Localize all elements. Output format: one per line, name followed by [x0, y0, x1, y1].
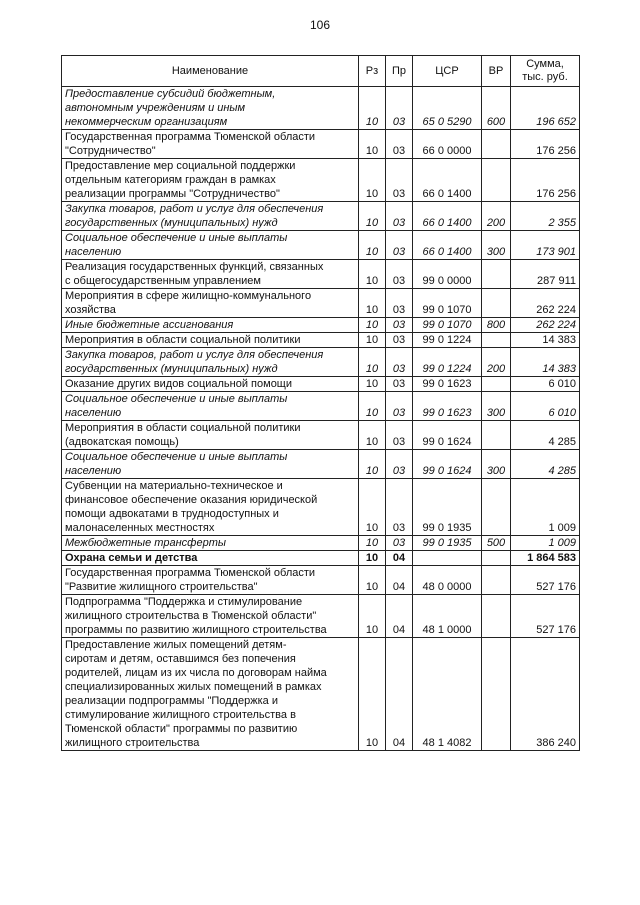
cell-pr: 03	[386, 130, 413, 159]
cell-sum: 14 383	[511, 348, 580, 377]
cell-name: Закупка товаров, работ и услуг для обеспечения государственных (муниципальных) нужд	[62, 348, 359, 377]
cell-rz: 10	[359, 566, 386, 595]
cell-csr: 99 0 1070	[413, 318, 482, 333]
cell-sum: 1 864 583	[511, 551, 580, 566]
table-row	[62, 595, 580, 638]
cell-pr: 03	[386, 87, 413, 130]
cell-pr: 03	[386, 333, 413, 348]
table-row	[62, 551, 580, 566]
cell-pr: 03	[386, 159, 413, 202]
table-row	[62, 348, 580, 377]
cell-csr: 99 0 1935	[413, 479, 482, 536]
cell-vr: 800	[482, 318, 511, 333]
table-row	[62, 377, 580, 392]
cell-name: Подпрограмма "Поддержка и стимулирование жилищного строительства в Тюменской области" программы по развитию жилищного строительства	[62, 595, 359, 638]
cell-csr: 48 0 0000	[413, 566, 482, 595]
cell-rz: 10	[359, 333, 386, 348]
cell-vr	[482, 421, 511, 450]
cell-pr: 04	[386, 551, 413, 566]
header-pr: Пр	[386, 56, 413, 87]
cell-pr: 03	[386, 318, 413, 333]
table-row	[62, 318, 580, 333]
cell-name: Предоставление субсидий бюджетным, автономным учреждениям и иным некоммерческим организациям	[62, 87, 359, 130]
cell-sum: 527 176	[511, 595, 580, 638]
cell-vr	[482, 130, 511, 159]
cell-name: Социальное обеспечение и иные выплаты населению	[62, 231, 359, 260]
cell-name: Социальное обеспечение и иные выплаты населению	[62, 392, 359, 421]
cell-rz: 10	[359, 231, 386, 260]
table-row	[62, 638, 580, 751]
cell-csr: 66 0 1400	[413, 159, 482, 202]
cell-vr	[482, 333, 511, 348]
cell-rz: 10	[359, 130, 386, 159]
header-rz: Рз	[359, 56, 386, 87]
cell-sum: 176 256	[511, 159, 580, 202]
table-row	[62, 333, 580, 348]
table-row	[62, 536, 580, 551]
cell-rz: 10	[359, 392, 386, 421]
cell-csr: 66 0 0000	[413, 130, 482, 159]
cell-csr: 48 1 0000	[413, 595, 482, 638]
table-row	[62, 450, 580, 479]
header-name: Наименование	[62, 56, 359, 87]
cell-sum: 1 009	[511, 479, 580, 536]
cell-csr: 65 0 5290	[413, 87, 482, 130]
cell-name: Закупка товаров, работ и услуг для обеспечения государственных (муниципальных) нужд	[62, 202, 359, 231]
cell-rz: 10	[359, 551, 386, 566]
cell-pr: 04	[386, 638, 413, 751]
cell-sum: 173 901	[511, 231, 580, 260]
cell-csr: 99 0 1224	[413, 348, 482, 377]
cell-csr	[413, 551, 482, 566]
cell-sum: 262 224	[511, 318, 580, 333]
cell-rz: 10	[359, 595, 386, 638]
cell-csr: 99 0 1623	[413, 377, 482, 392]
cell-name: Мероприятия в области социальной политики (адвокатская помощь)	[62, 421, 359, 450]
page-number: 106	[309, 18, 331, 32]
cell-sum: 1 009	[511, 536, 580, 551]
cell-rz: 10	[359, 289, 386, 318]
cell-name: Предоставление жилых помещений детям- сиротам и детям, оставшимся без попечения родителей, лицам из их числа по договорам найма специализированных жилых помещений в рамках реализации подпрограммы "Поддержка и стимулирование жилищного строительства в Тюменской области" программы по развитию жилищного строительства	[62, 638, 359, 751]
cell-sum: 6 010	[511, 377, 580, 392]
cell-csr: 99 0 1624	[413, 450, 482, 479]
cell-pr: 03	[386, 231, 413, 260]
cell-csr: 99 0 1935	[413, 536, 482, 551]
cell-csr: 99 0 0000	[413, 260, 482, 289]
cell-rz: 10	[359, 202, 386, 231]
cell-sum: 176 256	[511, 130, 580, 159]
cell-name: Субвенции на материально-техническое и финансовое обеспечение оказания юридической помощи адвокатами в труднодоступных и малонаселенных местностях	[62, 479, 359, 536]
table-header-row	[62, 56, 580, 87]
cell-csr: 66 0 1400	[413, 202, 482, 231]
cell-name: Предоставление мер социальной поддержки отдельным категориям граждан в рамках реализации программы "Сотрудничество"	[62, 159, 359, 202]
cell-vr: 200	[482, 348, 511, 377]
cell-vr: 300	[482, 392, 511, 421]
cell-rz: 10	[359, 536, 386, 551]
cell-name: Оказание других видов социальной помощи	[62, 377, 359, 392]
cell-vr	[482, 479, 511, 536]
table-row	[62, 289, 580, 318]
cell-csr: 99 0 1623	[413, 392, 482, 421]
cell-rz: 10	[359, 421, 386, 450]
cell-name: Мероприятия в сфере жилищно-коммунального хозяйства	[62, 289, 359, 318]
cell-sum: 196 652	[511, 87, 580, 130]
budget-table	[61, 55, 580, 751]
cell-sum: 527 176	[511, 566, 580, 595]
cell-rz: 10	[359, 260, 386, 289]
cell-csr: 48 1 4082	[413, 638, 482, 751]
cell-pr: 03	[386, 421, 413, 450]
cell-pr: 03	[386, 450, 413, 479]
cell-name: Государственная программа Тюменской области "Развитие жилищного строительства"	[62, 566, 359, 595]
cell-vr	[482, 377, 511, 392]
cell-csr: 99 0 1070	[413, 289, 482, 318]
table-row	[62, 87, 580, 130]
cell-vr	[482, 638, 511, 751]
cell-pr: 03	[386, 377, 413, 392]
cell-pr: 03	[386, 479, 413, 536]
cell-name: Межбюджетные трансферты	[62, 536, 359, 551]
table-row	[62, 130, 580, 159]
table-row	[62, 202, 580, 231]
table-row	[62, 231, 580, 260]
cell-vr	[482, 551, 511, 566]
header-vr: ВР	[482, 56, 511, 87]
cell-vr	[482, 566, 511, 595]
cell-name: Охрана семьи и детства	[62, 551, 359, 566]
cell-rz: 10	[359, 450, 386, 479]
cell-rz: 10	[359, 479, 386, 536]
cell-csr: 66 0 1400	[413, 231, 482, 260]
cell-sum: 6 010	[511, 392, 580, 421]
table-row	[62, 479, 580, 536]
cell-rz: 10	[359, 87, 386, 130]
cell-rz: 10	[359, 348, 386, 377]
cell-name: Иные бюджетные ассигнования	[62, 318, 359, 333]
cell-rz: 10	[359, 318, 386, 333]
cell-sum: 4 285	[511, 450, 580, 479]
cell-vr: 300	[482, 450, 511, 479]
table-row	[62, 159, 580, 202]
cell-sum: 4 285	[511, 421, 580, 450]
cell-pr: 03	[386, 260, 413, 289]
cell-vr	[482, 289, 511, 318]
header-sum: Сумма, тыс. руб.	[511, 56, 580, 87]
cell-vr: 300	[482, 231, 511, 260]
cell-rz: 10	[359, 638, 386, 751]
cell-name: Государственная программа Тюменской области "Сотрудничество"	[62, 130, 359, 159]
cell-name: Социальное обеспечение и иные выплаты населению	[62, 450, 359, 479]
cell-pr: 03	[386, 202, 413, 231]
cell-sum: 14 383	[511, 333, 580, 348]
table-row	[62, 566, 580, 595]
cell-rz: 10	[359, 377, 386, 392]
cell-sum: 386 240	[511, 638, 580, 751]
cell-vr: 600	[482, 87, 511, 130]
table-row	[62, 260, 580, 289]
cell-sum: 2 355	[511, 202, 580, 231]
cell-pr: 04	[386, 595, 413, 638]
cell-name: Реализация государственных функций, связанных с общегосударственным управлением	[62, 260, 359, 289]
cell-pr: 03	[386, 536, 413, 551]
cell-vr	[482, 595, 511, 638]
cell-rz: 10	[359, 159, 386, 202]
cell-vr: 500	[482, 536, 511, 551]
cell-vr: 200	[482, 202, 511, 231]
table-row	[62, 392, 580, 421]
cell-csr: 99 0 1624	[413, 421, 482, 450]
cell-vr	[482, 260, 511, 289]
cell-sum: 262 224	[511, 289, 580, 318]
cell-pr: 03	[386, 289, 413, 318]
cell-csr: 99 0 1224	[413, 333, 482, 348]
cell-pr: 03	[386, 348, 413, 377]
cell-name: Мероприятия в области социальной политики	[62, 333, 359, 348]
cell-pr: 04	[386, 566, 413, 595]
header-csr: ЦСР	[413, 56, 482, 87]
cell-sum: 287 911	[511, 260, 580, 289]
cell-vr	[482, 159, 511, 202]
cell-pr: 03	[386, 392, 413, 421]
table-row	[62, 421, 580, 450]
